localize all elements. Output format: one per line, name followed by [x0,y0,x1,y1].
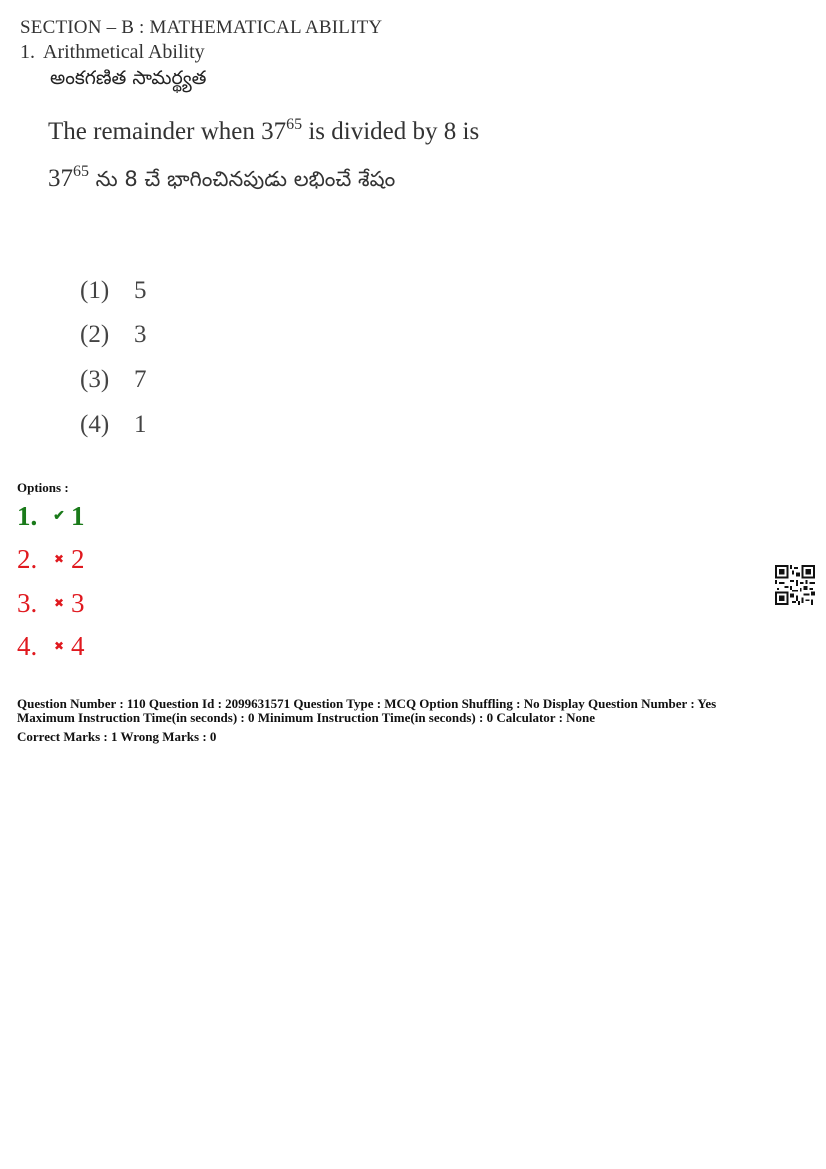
choice-label: (1) [80,277,110,304]
cross-icon: ✖ [53,639,65,653]
option-number: 2. [17,544,38,574]
subsection-title: Arithmetical Ability [43,41,205,63]
section-title: SECTION – B : MATHEMATICAL ABILITY [20,17,383,38]
choice-label: (3) [80,366,110,393]
option-1-correct [17,501,85,532]
option-value: 2 [71,544,85,574]
option-value: 1 [71,501,85,531]
question-te-exponent: 65 [73,163,89,180]
choice-label: (4) [80,411,110,438]
option-value: 4 [71,631,85,661]
choice-value: 1 [134,411,147,438]
question-en-exponent: 65 [286,116,303,133]
choice-value: 7 [134,366,147,393]
choice-2 [80,321,147,349]
subsection-title-telugu: అంకగణిత సామర్థ్యత [50,67,207,89]
choice-value: 5 [134,277,147,304]
cross-icon: ✖ [53,596,65,610]
cross-icon: ✖ [53,552,65,566]
options-label: Options : [17,480,69,495]
choice-label: (2) [80,321,110,348]
question-en-suffix: is divided by 8 is [302,118,480,145]
choice-4 [80,411,147,439]
qr-code-icon [775,565,815,605]
option-number: 4. [17,631,38,661]
question-te-suffix: ను 8 చే భాగించినపుడు లభించే శేషం [89,167,396,191]
option-4-wrong [17,631,85,662]
question-text-telugu [48,163,395,197]
option-value: 3 [71,588,85,618]
option-2-wrong [17,544,85,575]
subsection-heading [20,41,205,64]
question-text-english [48,116,479,146]
question-marks: Correct Marks : 1 Wrong Marks : 0 [17,729,217,744]
choice-value: 3 [134,321,147,348]
question-meta-line-2: Maximum Instruction Time(in seconds) : 0 Minimum Instruction Time(in seconds) : 0 Calculator : None [17,710,596,725]
option-3-wrong [17,588,85,619]
choice-3 [80,366,147,394]
question-en-prefix: The remainder when 37 [48,118,287,145]
choice-1 [80,277,147,305]
option-number: 3. [17,588,38,618]
question-meta-line-1: Question Number : 110 Question Id : 2099631571 Question Type : MCQ Option Shuffling : No Display Question Number : Yes [17,696,717,711]
question-te-base: 37 [48,165,73,192]
check-icon: ✔ [53,509,65,524]
option-number: 1. [17,501,38,531]
subsection-number: 1. [20,41,35,63]
